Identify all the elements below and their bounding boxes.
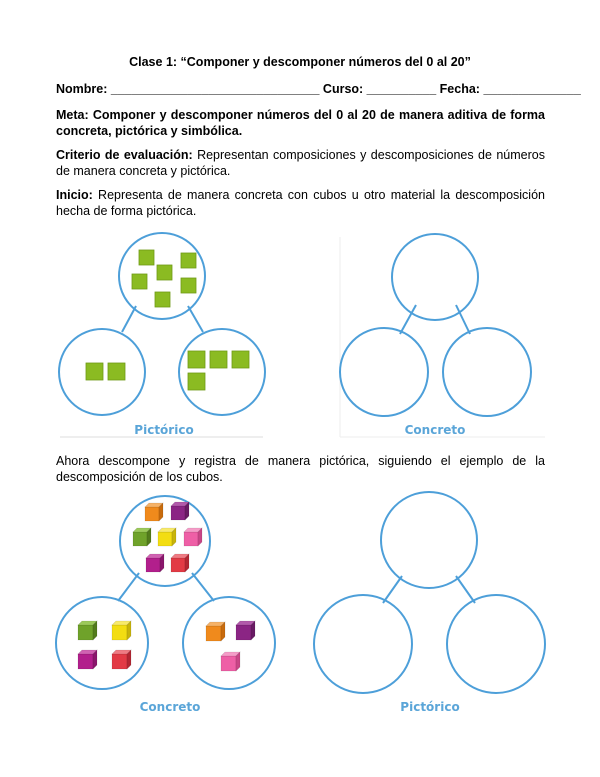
cube-pink	[221, 652, 240, 671]
green-square	[181, 278, 196, 293]
green-square	[139, 250, 154, 265]
caption-bottom-left: Concreto	[139, 700, 201, 714]
cube-red	[112, 650, 131, 669]
green-square	[232, 351, 249, 368]
diagram-top-right	[340, 234, 531, 416]
connector-line	[383, 576, 402, 603]
left-circle	[314, 595, 412, 693]
green-square	[188, 351, 205, 368]
cube-green	[78, 621, 97, 640]
left-circle	[56, 597, 148, 689]
connector-line	[192, 573, 214, 601]
connector-line	[118, 573, 139, 601]
cube-green	[133, 528, 151, 546]
green-square	[157, 265, 172, 280]
cube-purple	[236, 621, 255, 640]
curso-label: Curso:	[322, 82, 364, 96]
connector-line	[456, 576, 475, 603]
caption-top-right: Concreto	[404, 423, 466, 437]
right-circle	[443, 328, 531, 416]
connector-line	[188, 306, 203, 332]
right-circle	[183, 597, 275, 689]
green-square	[210, 351, 227, 368]
cube-orange	[145, 503, 163, 521]
page-title: Clase 1: “Componer y descomponer números del 0 al 20”	[129, 55, 471, 69]
diagram-top-left	[59, 233, 265, 415]
top-circle	[392, 234, 478, 320]
nombre-label: Nombre:	[56, 82, 108, 96]
connector-line	[122, 306, 136, 332]
green-square	[155, 292, 170, 307]
inicio-label: Inicio:	[56, 188, 93, 202]
cube-magenta	[78, 650, 97, 669]
ahora-paragraph: Ahora descompone y registra de manera pictórica, siguiendo el ejemplo de la descomposición de los cubos.	[56, 454, 545, 484]
green-square	[132, 274, 147, 289]
cube-pink	[184, 528, 202, 546]
cube-orange	[206, 622, 225, 641]
green-square	[181, 253, 196, 268]
inicio-text: Representa de manera concreta con cubos u otro material la descomposición hecha de forma pictórica.	[56, 188, 545, 218]
cube-magenta	[146, 554, 164, 572]
diagram-bottom-right	[314, 492, 545, 693]
header-line: Nombre: ______________________________ Curso: __________ Fecha: ______________	[56, 82, 581, 96]
cube-purple	[171, 502, 189, 520]
cube-yellow	[158, 528, 176, 546]
green-square	[188, 373, 205, 390]
caption-bottom-right: Pictórico	[400, 700, 460, 714]
meta-text: Meta: Componer y descomponer números del 0 al 20 de manera aditiva de forma concreta, pictórica y simbólica.	[56, 108, 545, 138]
cube-red	[171, 554, 189, 572]
right-circle	[179, 329, 265, 415]
caption-top-left: Pictórico	[134, 423, 194, 437]
right-circle	[447, 595, 545, 693]
criterio-label: Criterio de evaluación:	[56, 148, 193, 162]
fecha-label: Fecha:	[439, 82, 480, 96]
criterio-text: Representan composiciones y descomposiciones de números de manera concreta y pictórica.	[56, 148, 545, 178]
green-square	[86, 363, 103, 380]
top-circle	[381, 492, 477, 588]
green-squares	[86, 250, 249, 390]
left-circle	[340, 328, 428, 416]
cube-yellow	[112, 621, 131, 640]
green-square	[108, 363, 125, 380]
